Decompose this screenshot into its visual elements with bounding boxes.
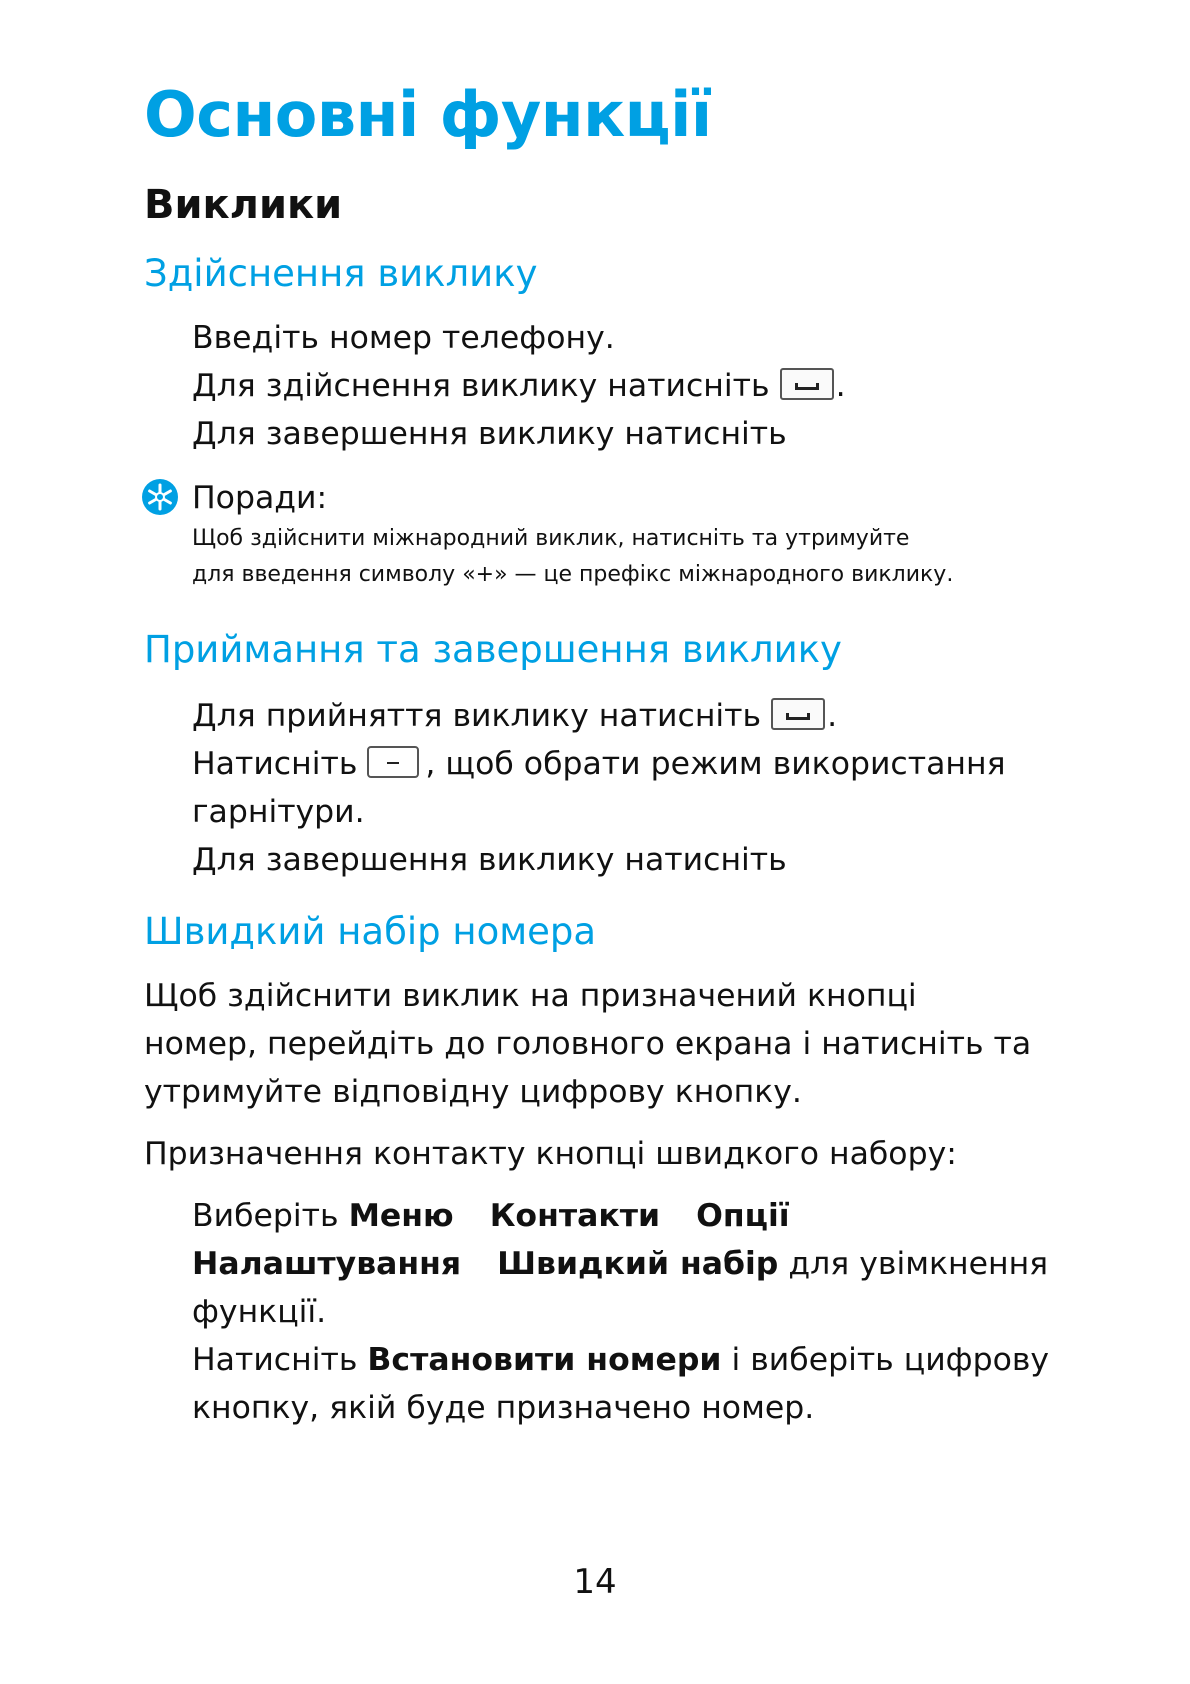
page-title: Основні функції [144, 78, 712, 151]
receiving-call-step-1-end: . [827, 698, 838, 734]
menu-path-speed-dial: Швидкий набір [497, 1246, 779, 1282]
speed-dial-heading: Швидкий набір номера [144, 910, 597, 953]
call-key-icon [771, 698, 825, 730]
speed-dial-step-2-cont: кнопку, якій буде призначено номер. [192, 1390, 815, 1426]
step-2-suffix: і виберіть цифрову [731, 1342, 1050, 1378]
making-call-step-2 [192, 366, 846, 406]
menu-path-menu: Меню [348, 1198, 454, 1234]
making-call-heading: Здійснення виклику [144, 252, 538, 295]
tips-label: Поради: [192, 480, 328, 516]
receiving-call-heading: Приймання та завершення виклику [144, 628, 842, 671]
receiving-call-step-2-text: Натисніть [192, 746, 358, 782]
section-heading: Виклики [144, 182, 343, 228]
tips-line-1: Щоб здійснити міжнародний виклик, натисніть та утримуйте [192, 526, 910, 551]
speed-dial-step-1-cont [192, 1244, 1048, 1284]
menu-path-options: Опції [696, 1198, 790, 1234]
speed-dial-assign-intro: Призначення контакту кнопці швидкого набору: [144, 1136, 957, 1172]
receiving-call-step-2-cont: гарнітури. [192, 794, 365, 830]
receiving-call-step-2-rest: , щоб обрати режим використання [425, 746, 1006, 782]
speed-dial-step-2 [192, 1340, 1049, 1380]
receiving-call-step-1-text: Для прийняття виклику натисніть [192, 698, 762, 734]
page-number: 14 [573, 1562, 617, 1602]
step-2-prefix: Натисніть [192, 1342, 358, 1378]
tips-line-2: для введення символу «+» — це префікс міжнародного виклику. [192, 562, 954, 587]
call-key-icon [780, 368, 834, 400]
receiving-call-step-2 [192, 744, 1006, 784]
making-call-step-1: Введіть номер телефону. [192, 320, 615, 356]
set-numbers-option: Встановити номери [367, 1342, 722, 1378]
soft-key-icon [367, 746, 419, 778]
step-1-prefix: Виберіть [192, 1198, 339, 1234]
menu-path-contacts: Контакти [489, 1198, 661, 1234]
speed-dial-step-1 [192, 1196, 790, 1236]
tip-icon [140, 477, 180, 517]
making-call-step-2-text: Для здійснення виклику натисніть [192, 368, 770, 404]
speed-dial-step-1-end: функції. [192, 1294, 327, 1330]
making-call-step-2-end: . [835, 368, 846, 404]
speed-dial-para-line-1: Щоб здійснити виклик на призначений кнопці [144, 978, 917, 1014]
receiving-call-step-3: Для завершення виклику натисніть [192, 842, 787, 878]
step-1-suffix: для увімкнення [788, 1246, 1049, 1282]
speed-dial-para-line-3: утримуйте відповідну цифрову кнопку. [144, 1074, 802, 1110]
speed-dial-para-line-2: номер, перейдіть до головного екрана і натисніть та [144, 1026, 1032, 1062]
making-call-step-3: Для завершення виклику натисніть [192, 416, 787, 452]
menu-path-settings: Налаштування [192, 1246, 462, 1282]
receiving-call-step-1 [192, 696, 837, 736]
